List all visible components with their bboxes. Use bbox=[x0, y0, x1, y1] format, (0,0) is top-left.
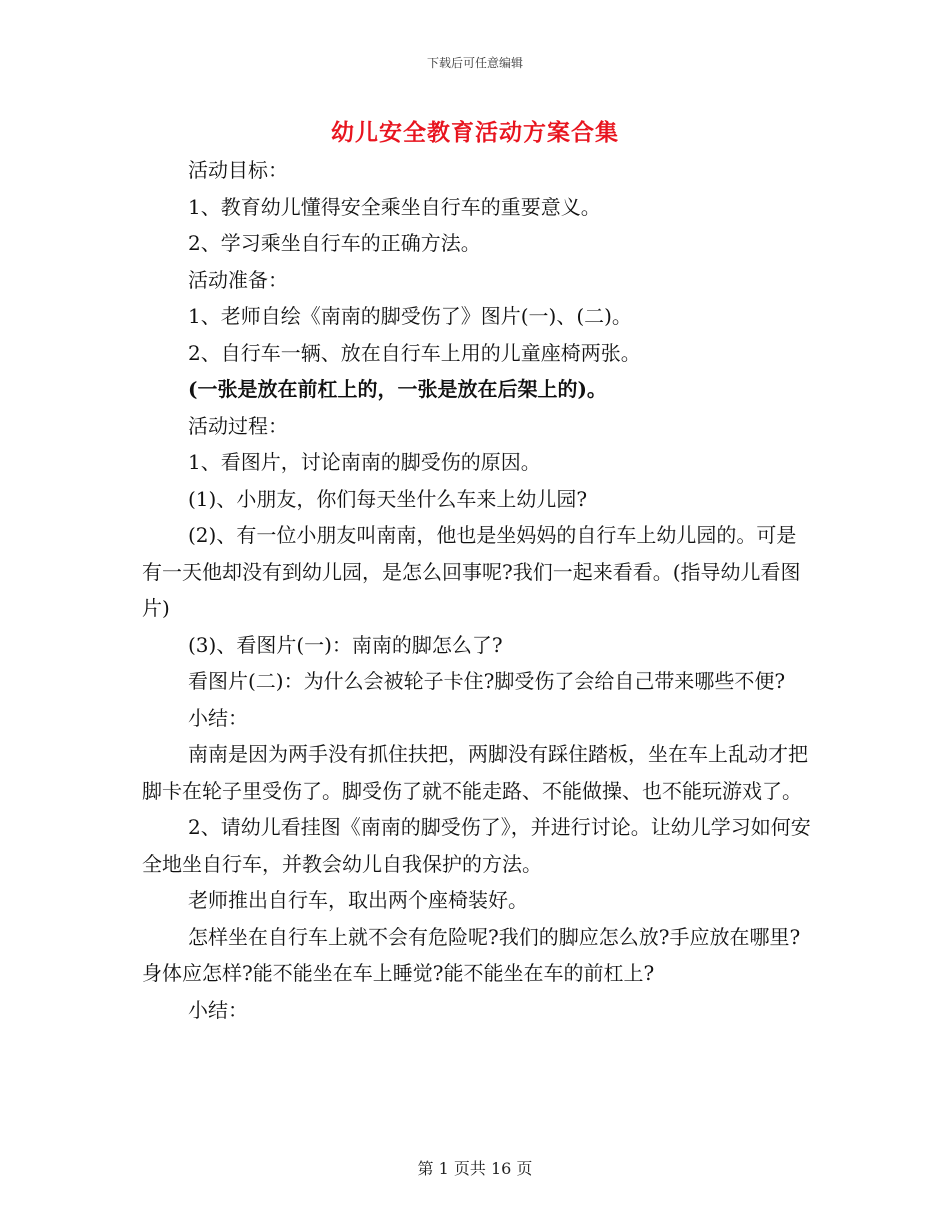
paragraph: (3)、看图片(一)：南南的脚怎么了? bbox=[188, 632, 503, 657]
paragraph: 南南是因为两手没有抓住扶把，两脚没有踩住踏板，坐在车上乱动才把脚卡在轮子里受伤了。脚受伤了就不能走路、不能做操、也不能玩游戏了。 bbox=[142, 742, 808, 803]
page-header-note: 下载后可任意编辑 bbox=[426, 56, 523, 70]
page-number: 第 1 页共 16 页 bbox=[417, 1159, 533, 1178]
paragraph: 1、老师自绘《南南的脚受伤了》图片(一)、(二)。 bbox=[188, 304, 632, 328]
paragraph: 活动准备： bbox=[188, 267, 288, 292]
paragraph: 1、看图片，讨论南南的脚受伤的原因。 bbox=[188, 450, 541, 474]
paragraph: 2、学习乘坐自行车的正确方法。 bbox=[188, 231, 481, 255]
paragraph: 1、教育幼儿懂得安全乘坐自行车的重要意义。 bbox=[188, 194, 601, 219]
paragraph: 活动过程： bbox=[188, 413, 288, 438]
paragraph: 看图片(二)：为什么会被轮子卡住?脚受伤了会给自己带来哪些不便? bbox=[188, 669, 786, 693]
paragraph: 小结： bbox=[188, 997, 248, 1022]
document-title: 幼儿安全教育活动方案合集 bbox=[331, 119, 619, 146]
paragraph: 怎样坐在自行车上就不会有危险呢?我们的脚应怎么放?手应放在哪里?身体应怎样?能不能坐在车上睡觉?能不能坐在车的前杠上? bbox=[142, 924, 801, 985]
paragraph: (2)、有一位小朋友叫南南，他也是坐妈妈的自行车上幼儿园的。可是有一天他却没有到幼儿园，是怎么回事呢?我们一起来看看。(指导幼儿看图片) bbox=[142, 523, 801, 620]
paragraph: 2、请幼儿看挂图《南南的脚受伤了》，并进行讨论。让幼儿学习如何安全地坐自行车，并教会幼儿自我保护的方法。 bbox=[142, 815, 811, 876]
paragraph: 小结： bbox=[188, 705, 248, 730]
paragraph: 老师推出自行车，取出两个座椅装好。 bbox=[188, 888, 528, 912]
paragraph: (1)、小朋友，你们每天坐什么车来上幼儿园? bbox=[188, 486, 588, 511]
paragraph-bold: (一张是放在前杠上的，一张是放在后架上的)。 bbox=[188, 377, 607, 401]
paragraph: 2、自行车一辆、放在自行车上用的儿童座椅两张。 bbox=[188, 340, 641, 365]
paragraph: 活动目标： bbox=[188, 158, 288, 182]
document-body bbox=[142, 152, 812, 1028]
